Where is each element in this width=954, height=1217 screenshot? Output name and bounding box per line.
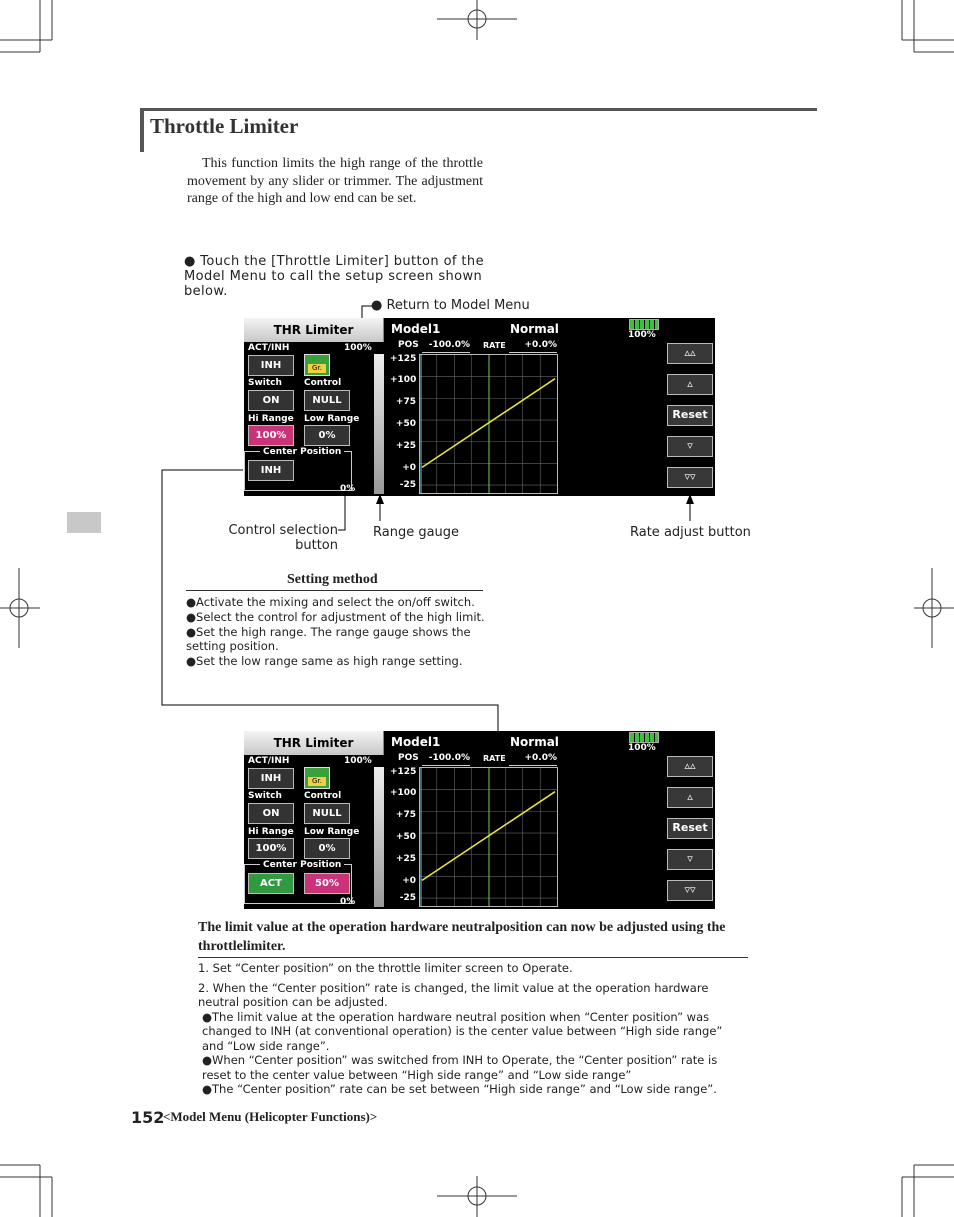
list-item: ●Activate the mixing and select the on/off switch. [186,595,475,609]
y-tick: +0 [402,463,416,473]
rate-up-button[interactable]: ▵ [667,787,713,808]
list-item: ●Set the low range same as high range setting. [186,654,463,669]
battery-percent: 100% [628,743,656,753]
hi-range-label: Hi Range [248,414,294,424]
y-tick: +100 [390,375,417,385]
rate-value: +0.0% [509,753,557,766]
act-inh-label: ACT/INH [248,756,290,766]
hi-range-button[interactable]: 100% [248,425,294,446]
pos-value: -100.0% [422,340,470,353]
reset-button[interactable]: Reset [667,818,713,839]
hi-range-label: Hi Range [248,827,294,837]
condition-name: Normal [510,322,559,336]
step-2: 2. When the “Center position” rate is changed, the limit value at the operation hardware neutral position can be adjusted. [198,980,709,1009]
note-3: ●The “Center position” rate can be set between “High side range” and “Low side range”. [202,1082,717,1096]
y-tick: -25 [399,480,416,490]
range-gauge [374,767,384,907]
intro-paragraph: This function limits the high range of the throttle movement by any slider or trimmer. The adjustment range of the high and low end can be set. [187,156,483,206]
top-percent: 100% [344,756,372,766]
y-tick: +75 [395,397,416,407]
callout-range-gauge: Range gauge [373,525,460,540]
screen-title[interactable]: THR Limiter [244,318,384,342]
touch-instruction: ● Touch the [Throttle Limiter] button of the Model Menu to call the setup screen shown below. [184,254,484,299]
rate-label: RATE [483,341,506,350]
bottom-percent: 0% [340,897,356,907]
low-range-label: Low Range [304,827,360,837]
setting-method-title: Setting method [287,572,378,587]
step-1: 1. Set “Center position” on the throttle limiter screen to Operate. [198,961,573,975]
list-item: ●Set the high range. The range gauge shows the setting position. [186,624,471,654]
y-tick: +125 [390,767,417,777]
center-position-button[interactable]: INH [248,460,294,481]
y-tick: +50 [395,832,416,842]
pos-label: POS [398,340,419,350]
control-selection-button[interactable]: NULL [304,803,350,824]
top-percent: 100% [344,343,372,353]
control-selection-button[interactable]: NULL [304,390,350,411]
center-rate-button[interactable]: 50% [304,873,350,894]
switch-button[interactable]: ON [248,390,294,411]
note-2: ●When “Center position” was switched from INH to Operate, the “Center position” rate is reset to the center value between “High side range” and “Low side range” [202,1053,718,1082]
bottom-body [198,961,758,1097]
rate-up-fast-button[interactable]: ▵▵ [667,756,713,777]
callout-return: ● Return to Model Menu [371,298,530,313]
group-icon-label: Gr. [308,777,326,786]
pos-label: POS [398,753,419,763]
y-tick: +25 [395,854,416,864]
rate-label: RATE [483,754,506,763]
page-number: 152 [131,1108,165,1127]
setup-screen-2 [244,731,715,909]
y-tick: +0 [402,876,416,886]
battery-percent: 100% [628,330,656,340]
hi-range-button[interactable]: 100% [248,838,294,859]
list-item: ●Select the control for adjustment of the high limit. [186,609,485,624]
rate-up-button[interactable]: ▵ [667,374,713,395]
rate-down-fast-button[interactable]: ▿▿ [667,467,713,488]
switch-button[interactable]: ON [248,803,294,824]
battery-icon [629,732,659,743]
control-label: Control [304,378,342,388]
group-icon[interactable] [304,354,330,376]
switch-label: Switch [248,378,282,388]
center-position-button[interactable]: ACT [248,873,294,894]
pos-value: -100.0% [422,753,470,766]
y-tick: +50 [395,419,416,429]
switch-label: Switch [248,791,282,801]
y-tick: +125 [390,354,417,364]
rate-down-button[interactable]: ▿ [667,849,713,870]
condition-name: Normal [510,735,559,749]
range-gauge [374,354,384,494]
screen-title[interactable]: THR Limiter [244,731,384,755]
callout-rate-adjust: Rate adjust button [630,525,751,540]
rate-value: +0.0% [509,340,557,353]
control-label: Control [304,791,342,801]
rate-down-fast-button[interactable]: ▿▿ [667,880,713,901]
act-inh-button[interactable]: INH [248,355,294,376]
note-1: ●The limit value at the operation hardware neutral position when “Center position” was changed to INH (at conventional operation) is the center value between “High side range” and “Low side range”. [202,1009,723,1053]
bottom-percent: 0% [340,484,356,494]
model-name: Model1 [391,322,441,336]
model-name: Model1 [391,735,441,749]
group-icon[interactable] [304,767,330,789]
reset-button[interactable]: Reset [667,405,713,426]
setup-screen-1 [244,318,715,496]
footer-section: <Model Menu (Helicopter Functions)> [163,1109,378,1124]
rate-down-button[interactable]: ▿ [667,436,713,457]
low-range-button[interactable]: 0% [304,838,350,859]
center-position-label: Center Position [260,860,344,870]
curve-graph [419,767,558,907]
y-tick: +100 [390,788,417,798]
y-tick: -25 [399,893,416,903]
center-position-label: Center Position [260,447,344,457]
low-range-button[interactable]: 0% [304,425,350,446]
act-inh-label: ACT/INH [248,343,290,353]
setting-method-rule [186,590,483,591]
rate-up-fast-button[interactable]: ▵▵ [667,343,713,364]
bottom-rule [198,957,748,958]
page-title: Throttle Limiter [150,114,299,138]
low-range-label: Low Range [304,414,360,424]
y-tick: +25 [395,441,416,451]
group-icon-label: Gr. [308,364,326,373]
y-tick: +75 [395,810,416,820]
setting-method-list [186,595,486,669]
curve-graph [419,354,558,494]
bottom-heading: The limit value at the operation hardware neutralposition can now be adjusted using the throttlelimiter. [198,920,726,954]
battery-icon [629,319,659,330]
callout-control-selection: Control selection button [228,523,338,553]
act-inh-button[interactable]: INH [248,768,294,789]
